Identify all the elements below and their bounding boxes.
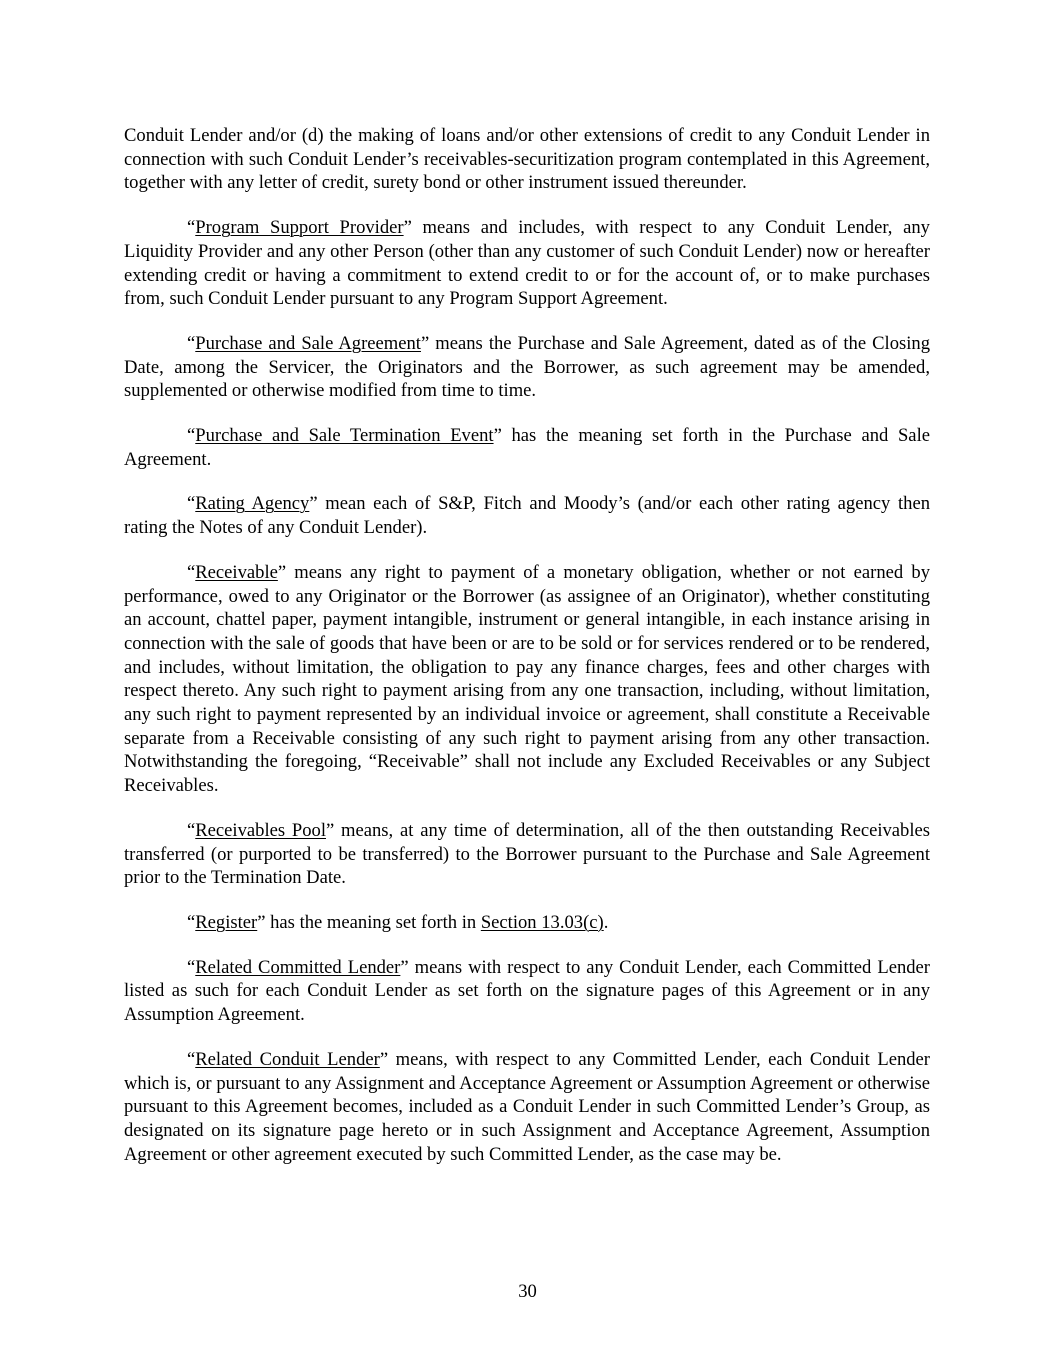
open-quote: “ bbox=[187, 332, 196, 354]
definition-text-end: . bbox=[603, 911, 609, 933]
document-page bbox=[124, 124, 930, 1187]
definition-text: ” means, with respect to any Committed Lender, each Conduit Lender which is, or pursuant to any Assignment and Acceptance Agreement or Assumption Agreement or otherwise pursuant to this Agreement becomes, included as a Conduit Lender in such Committed Lender’s Group, as designated on its signature page hereto or in such Assignment and Acceptance Agreement, Assumption Agreement or other agreement executed by such Committed Lender, as the case may be. bbox=[124, 1048, 930, 1165]
section-reference-link[interactable]: Section 13.03(c) bbox=[480, 911, 604, 933]
definition-purchase-and-sale-agreement bbox=[124, 332, 930, 403]
definition-text: ” means, at any time of determination, all of the then outstanding Receivables transferred (or purported to be transferred) to the Borrower pursuant to the Purchase and Sale Agreement prior to the Termination Date. bbox=[124, 819, 931, 889]
definition-text: ” has the meaning set forth in the Purchase and Sale Agreement. bbox=[124, 425, 930, 470]
open-quote: “ bbox=[187, 493, 196, 515]
defined-term: Purchase and Sale Termination Event bbox=[195, 425, 494, 447]
defined-term: Related Committed Lender bbox=[195, 956, 401, 978]
definition-related-conduit-lender bbox=[124, 1048, 930, 1167]
definition-register bbox=[124, 911, 930, 935]
definition-text: ” has the meaning set forth in bbox=[257, 911, 481, 933]
defined-term: Rating Agency bbox=[195, 493, 310, 515]
definition-text: ” means the Purchase and Sale Agreement, dated as of the Closing Date, among the Servicer, the Originators and the Borrower, as such agreement may be amended, supplemented or otherwise modified from time to time. bbox=[124, 332, 930, 402]
definition-text: ” means with respect to any Conduit Lender, each Committed Lender listed as such for each Conduit Lender as set forth on the signature pages of this Agreement or in any Assumption Agreement. bbox=[124, 956, 930, 1026]
definition-text: ” means any right to payment of a monetary obligation, whether or not earned by performance, owed to any Originator or the Borrower (as assignee of an Originator), whether constituting an account, chattel paper, payment intangible, instrument or general intangible, in each instance arising in connection with the sale of goods that have been or are to be sold or for services rendered or to be rendered, and includes, without limitation, the obligation to pay any finance charges, fees and other charges with respect thereto. Any such right to payment arising from any one transaction, including, without limitation, any such right to payment represented by an individual invoice or agreement, shall constitute a Receivable separate from a Receivable consisting of any such right to payment arising from any other transaction. Notwithstanding the foregoing, “Receivable” shall not include any Excluded Receivables or any Subject Receivables. bbox=[124, 561, 930, 797]
open-quote: “ bbox=[187, 425, 196, 447]
definition-program-support-provider bbox=[124, 216, 930, 311]
definition-receivables-pool bbox=[124, 819, 930, 890]
definition-text: ” means and includes, with respect to any Conduit Lender, any Liquidity Provider and any other Person (other than any customer of such Conduit Lender) now or hereafter extending credit or having a commitment to extend credit to or for the account of, or to make purchases from, such Conduit Lender pursuant to any Program Support Agreement. bbox=[124, 217, 930, 310]
defined-term: Register bbox=[195, 911, 258, 933]
definition-text: ” mean each of S&P, Fitch and Moody’s (and/or each other rating agency then rating the Notes of any Conduit Lender). bbox=[124, 493, 931, 539]
open-quote: “ bbox=[187, 911, 196, 933]
open-quote: “ bbox=[187, 1048, 196, 1070]
defined-term: Related Conduit Lender bbox=[195, 1048, 380, 1070]
open-quote: “ bbox=[187, 561, 196, 583]
paragraph-text: Conduit Lender and/or (d) the making of loans and/or other extensions of credit to any Conduit Lender in connection with such Conduit Lender’s receivables-securitization program contemplated in this Agreement, together with any letter of credit, surety bond or other instrument issued thereunder. bbox=[124, 125, 930, 194]
definition-rating-agency bbox=[124, 492, 930, 539]
defined-term: Receivable bbox=[195, 561, 278, 583]
defined-term: Program Support Provider bbox=[195, 217, 404, 239]
definition-purchase-and-sale-termination-event bbox=[124, 424, 930, 471]
defined-term: Purchase and Sale Agreement bbox=[195, 332, 421, 354]
definition-receivable bbox=[124, 561, 930, 798]
page-number: 30 bbox=[518, 1281, 537, 1302]
definition-related-committed-lender bbox=[124, 956, 930, 1027]
open-quote: “ bbox=[187, 956, 196, 978]
defined-term: Receivables Pool bbox=[195, 819, 326, 841]
open-quote: “ bbox=[187, 819, 196, 841]
open-quote: “ bbox=[187, 217, 196, 239]
paragraph-continuation bbox=[124, 124, 930, 195]
